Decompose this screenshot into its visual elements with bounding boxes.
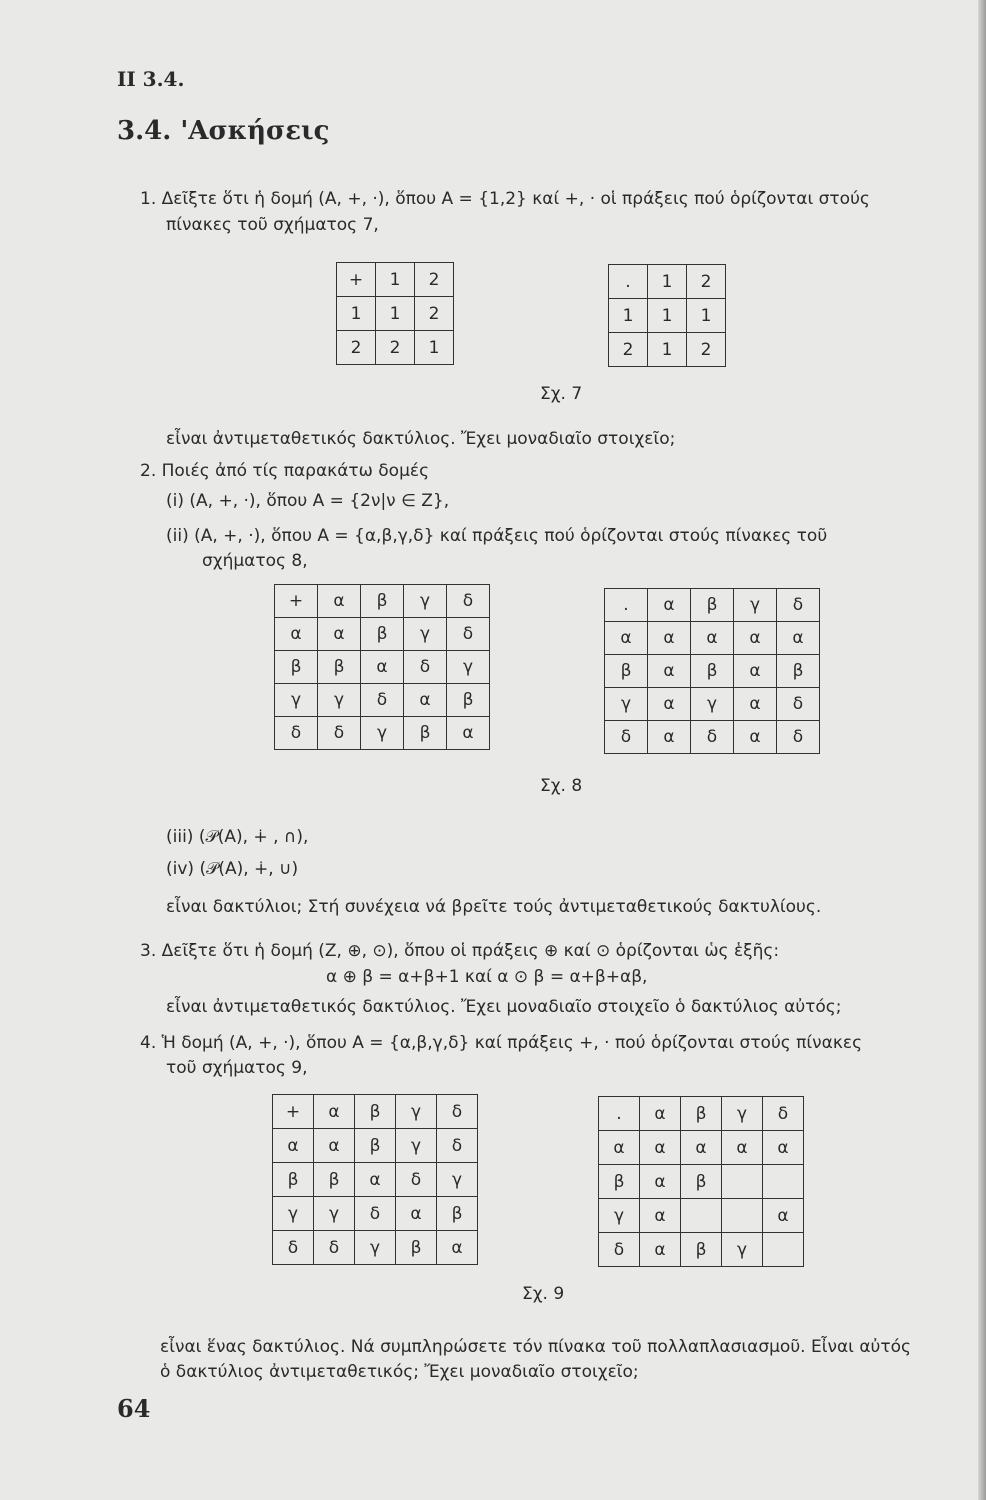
table-cell: α [734,688,777,721]
fig7-caption: Σχ. 7 [540,384,583,404]
table-cell: 1 [376,297,415,331]
ex2-item-iv: (iv) (𝒫(A), ∔, ∪) [166,859,299,879]
table-cell: δ [404,651,447,684]
table-header-cell: 2 [687,265,726,299]
table-header-cell: γ [605,688,648,721]
table-cell: 2 [687,333,726,367]
table-header-cell: 2 [609,333,648,367]
table-header-cell: δ [599,1233,640,1267]
table-cell: α [734,622,777,655]
table-header-cell: 1 [337,297,376,331]
section-title: 3.4. 'Ασκήσεις [117,116,330,146]
ex3-question: εἶναι ἀντιμεταθετικός δακτύλιος. Ἔχει μοναδιαῖο στοιχεῖο ὁ δακτύλιος αὐτός; [166,997,842,1017]
table-row [599,1165,804,1199]
table-header-cell: 2 [337,331,376,365]
table-header-cell: δ [273,1231,314,1265]
table-row [275,684,490,717]
fig7-addition-table [336,262,454,365]
table-cell: δ [396,1163,437,1197]
table-header-cell: α [318,585,361,618]
table-row [337,331,454,365]
table-cell: 1 [648,299,687,333]
ex2-intro: 2. Ποιές ἀπό τίς παρακάτω δομές [140,461,430,481]
table-cell: γ [691,688,734,721]
table-header-cell: δ [437,1095,478,1129]
table-row [275,651,490,684]
ex2-question: εἶναι δακτύλιοι; Στή συνέχεια νά βρεῖτε τούς ἀντιμεταθετικούς δακτυλίους. [166,897,822,917]
table-cell: β [777,655,820,688]
ex4-line2: τοῦ σχήματος 9, [166,1058,308,1078]
table-cell: β [314,1163,355,1197]
table-cell: α [763,1131,804,1165]
table-cell: δ [447,618,490,651]
table-header-cell: α [605,622,648,655]
table-header-cell: γ [722,1097,763,1131]
table-header-cell: 2 [415,263,454,297]
table-header-cell: α [640,1097,681,1131]
table-cell: α [648,721,691,754]
table-cell: δ [777,721,820,754]
table-cell [763,1165,804,1199]
fig7-multiplication-table [608,264,726,367]
table-header-cell: β [361,585,404,618]
table-cell: δ [314,1231,355,1265]
table-cell: β [318,651,361,684]
table-header-cell: γ [734,589,777,622]
table-row [275,585,490,618]
table-header-cell: α [314,1095,355,1129]
table-row [273,1129,478,1163]
ex2-item-iii: (iii) (𝒫(A), ∔ , ∩), [166,827,309,847]
table-row [337,263,454,297]
table-header-cell: β [273,1163,314,1197]
table-header-cell: α [275,618,318,651]
table-header-cell: . [605,589,648,622]
table-header-cell: δ [763,1097,804,1131]
table-row [605,655,820,688]
table-cell: α [648,622,691,655]
table-header-cell: β [605,655,648,688]
table-cell: β [447,684,490,717]
table-cell: γ [722,1233,763,1267]
table-cell: α [314,1129,355,1163]
ex3-formula: α ⊕ β = α+β+1 καί α ⊙ β = α+β+αβ, [326,967,648,987]
table-cell: β [404,717,447,750]
table-cell: α [355,1163,396,1197]
table-row [609,299,726,333]
table-header-cell: α [648,589,691,622]
table-row [605,688,820,721]
table-header-cell: . [609,265,648,299]
ex4-question1: εἶναι ἕνας δακτύλιος. Νά συμπληρώσετε τόν πίνακα τοῦ πολλαπλασιασμοῦ. Εἶναι αὐτός [160,1337,911,1357]
table-header-cell: β [599,1165,640,1199]
table-row [273,1231,478,1265]
fig8-addition-table [274,584,490,750]
table-cell: α [318,618,361,651]
table-cell: 1 [415,331,454,365]
table-cell: β [437,1197,478,1231]
table-header-cell: + [337,263,376,297]
table-row [599,1131,804,1165]
table-row [605,589,820,622]
table-header-cell: γ [404,585,447,618]
table-header-cell: + [275,585,318,618]
table-cell: δ [355,1197,396,1231]
fig9-caption: Σχ. 9 [522,1284,565,1304]
table-cell [722,1199,763,1233]
table-cell: β [361,618,404,651]
table-cell: α [691,622,734,655]
table-row [275,717,490,750]
table-row [599,1097,804,1131]
table-row [599,1199,804,1233]
table-header-cell: 1 [648,265,687,299]
table-cell: 1 [648,333,687,367]
table-cell: α [648,655,691,688]
table-cell: γ [355,1231,396,1265]
table-row [273,1197,478,1231]
fig8-caption: Σχ. 8 [540,776,583,796]
table-cell: α [640,1199,681,1233]
table-cell: α [777,622,820,655]
table-header-cell: δ [275,717,318,750]
table-cell [722,1165,763,1199]
ex3-line1: 3. Δεῖξτε ὅτι ἡ δομή (Z, ⊕, ⊙), ὅπου οἱ πράξεις ⊕ καί ⊙ ὁρίζονται ὡς ἑξῆς: [140,941,780,961]
table-header-cell: δ [777,589,820,622]
table-header-cell: γ [273,1197,314,1231]
table-cell: α [396,1197,437,1231]
table-row [609,333,726,367]
table-cell [763,1233,804,1267]
ex1-line1: 1. Δεῖξτε ὅτι ἡ δομή (A, +, ·), ὅπου A = {1,2} καί +, · οἱ πράξεις πού ὁρίζονται στούς [140,189,870,209]
ex4-question2: ὁ δακτύλιος ἀντιμεταθετικός; Ἔχει μοναδιαῖο στοιχεῖο; [160,1362,639,1382]
table-cell: α [404,684,447,717]
table-header-cell: 1 [609,299,648,333]
table-row [273,1095,478,1129]
table-cell: α [361,651,404,684]
table-cell: δ [437,1129,478,1163]
table-cell: 1 [687,299,726,333]
table-header-cell: β [355,1095,396,1129]
table-cell: α [681,1131,722,1165]
table-cell: α [734,721,777,754]
table-header-cell: β [691,589,734,622]
table-header-cell: β [681,1097,722,1131]
table-cell: γ [447,651,490,684]
table-cell: δ [777,688,820,721]
table-cell [681,1199,722,1233]
table-header-cell: δ [447,585,490,618]
table-cell: γ [361,717,404,750]
table-row [273,1163,478,1197]
table-cell: 2 [415,297,454,331]
page-number: 64 [117,1394,151,1423]
table-header-cell: γ [599,1199,640,1233]
table-cell: α [763,1199,804,1233]
table-row [605,622,820,655]
table-cell: γ [396,1129,437,1163]
table-cell: β [691,655,734,688]
table-cell: γ [404,618,447,651]
table-cell: α [722,1131,763,1165]
table-cell: δ [691,721,734,754]
table-cell: δ [318,717,361,750]
table-header-cell: 1 [376,263,415,297]
table-header-cell: δ [605,721,648,754]
table-cell: β [681,1233,722,1267]
table-cell: α [640,1165,681,1199]
table-header-cell: β [275,651,318,684]
table-header-cell: . [599,1097,640,1131]
table-cell: α [640,1233,681,1267]
table-row [337,297,454,331]
fig9-multiplication-table [598,1096,804,1267]
table-cell: γ [318,684,361,717]
table-row [275,618,490,651]
page-edge-shadow [978,0,986,1500]
table-row [605,721,820,754]
fig9-addition-table [272,1094,478,1265]
table-cell: γ [437,1163,478,1197]
ex2-item-i: (i) (A, +, ·), ὅπου A = {2ν|ν ∈ Z}, [166,491,450,511]
table-cell: α [447,717,490,750]
ex1-question: εἶναι ἀντιμεταθετικός δακτύλιος. Ἔχει μοναδιαῖο στοιχεῖο; [166,429,676,449]
table-cell: β [681,1165,722,1199]
table-header-cell: γ [396,1095,437,1129]
table-cell: β [396,1231,437,1265]
table-cell: 2 [376,331,415,365]
ex1-line2: πίνακες τοῦ σχήματος 7, [166,215,379,235]
table-row [599,1233,804,1267]
ex2-item-ii-cont: σχήματος 8, [202,551,308,571]
table-cell: α [734,655,777,688]
table-cell: δ [361,684,404,717]
table-cell: α [437,1231,478,1265]
table-cell: γ [314,1197,355,1231]
table-header-cell: + [273,1095,314,1129]
table-row [609,265,726,299]
table-cell: β [355,1129,396,1163]
table-header-cell: α [273,1129,314,1163]
ex2-item-ii: (ii) (A, +, ·), ὅπου A = {α,β,γ,δ} καί πράξεις πού ὁρίζονται στούς πίνακες τοῦ [166,526,828,546]
ex4-line1: 4. Ἡ δομή (A, +, ·), ὅπου A = {α,β,γ,δ} καί πράξεις +, · πού ὁρίζονται στούς πίνακες [140,1033,863,1053]
table-header-cell: α [599,1131,640,1165]
table-cell: α [648,688,691,721]
table-cell: α [640,1131,681,1165]
running-head: II 3.4. [117,67,185,91]
fig8-multiplication-table [604,588,820,754]
table-header-cell: γ [275,684,318,717]
